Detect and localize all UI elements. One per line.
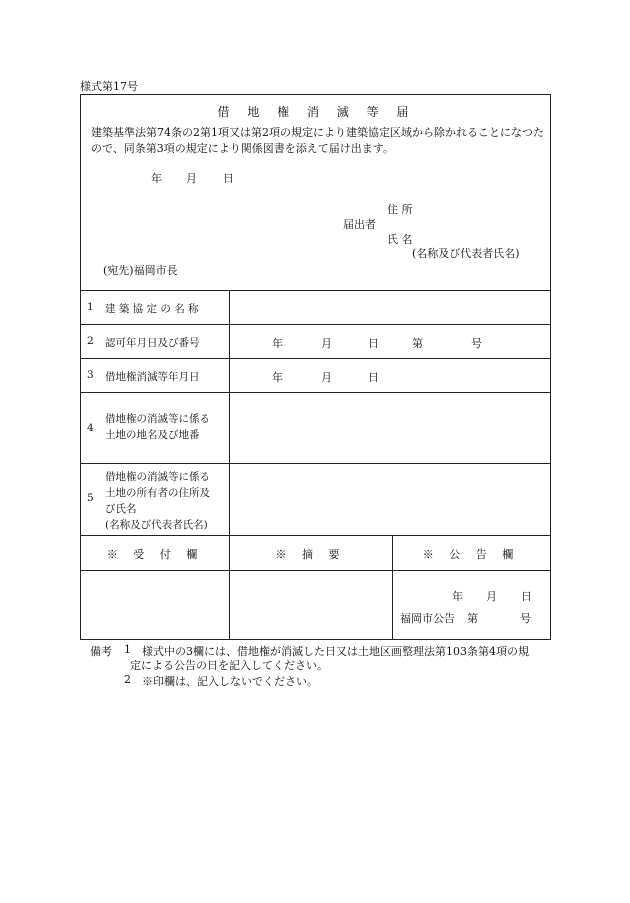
name-label: 氏 名 [387,233,413,246]
row2-label: 認可年月日及び番号 [105,337,200,349]
notice-number-go: 号 [520,612,531,625]
reception-header: ※ 受 付 欄 [106,548,204,561]
row3-label: 借地権消滅等年月日 [105,371,200,383]
name-note: (名称及び代表者氏名) [412,247,520,260]
rule-row1-top [81,290,550,291]
row4-label-line: 借地権の消滅等に係る [105,413,210,425]
rule-row4-top [81,392,550,393]
row3-year: 年 [272,371,283,384]
row2-month: 月 [321,337,332,350]
note1-number: 1 [124,643,131,656]
row5-number: 5 [87,492,94,504]
rule-row5-top [81,463,550,464]
row3-number: 3 [87,369,94,381]
row5-label-line: び氏名 [105,503,137,515]
row3-month: 月 [321,371,332,384]
notice-number-dai: 第 [467,612,478,625]
rule-row3-top [81,358,550,359]
note1-line2: 定による公告の日を記入してください。 [130,659,328,672]
row2-no-suffix: 号 [471,337,482,350]
form-frame [80,94,551,640]
row5-label [105,469,229,533]
date-day: 日 [223,172,234,185]
notice-month: 月 [486,590,497,603]
rule-row2-top [81,324,550,325]
form-number: 様式第17号 [80,80,138,93]
intro-paragraph: 建築基準法第74条の2第1項又は第2項の規定により建築協定区域から除かれることになつたので、同条第3項の規定により関係図書を添えて届け出ます。 [91,126,544,155]
date-month: 月 [186,172,197,185]
row1-label: 建 築 協 定 の 名 称 [105,303,199,315]
row2-no-prefix: 第 [412,337,423,350]
row2-year: 年 [272,337,283,350]
row5-label-line: 土地の所有者の住所及 [105,487,210,499]
row4-label-line: 土地の地名及び地番 [105,429,200,441]
row3-day: 日 [368,371,379,384]
rule-label-divider [229,290,230,639]
rule-office-mid [81,570,550,571]
row2-number: 2 [87,335,94,347]
note1-line1: 様式中の3欄には、借地権が消滅した日又は土地区画整理法第103条第4項の規 [142,645,529,658]
notes-label: 備考 [90,645,112,658]
summary-header: ※ 摘 要 [275,548,346,561]
row5-label-line: 借地権の消滅等に係る [105,471,210,483]
row1-number: 1 [87,301,94,313]
row4-label [105,411,227,443]
notice-header: ※ 公 告 欄 [422,548,520,561]
notice-year: 年 [452,590,463,603]
notice-number-prefix: 福岡市公告 [400,612,455,625]
addressee: (宛先)福岡市長 [103,264,178,277]
row4-number: 4 [87,422,94,434]
notice-day: 日 [521,590,532,603]
applicant-label: 届出者 [343,218,376,231]
form-title: 借 地 権 消 滅 等 届 [217,105,416,119]
date-year: 年 [151,172,162,185]
row2-day: 日 [368,337,379,350]
row5-label-line: (名称及び代表者氏名) [105,519,208,531]
note2-number: 2 [124,673,131,686]
rule-office-top [81,535,550,536]
address-label: 住 所 [387,203,413,216]
note2-line1: ※印欄は、記入しないでください。 [142,675,318,688]
